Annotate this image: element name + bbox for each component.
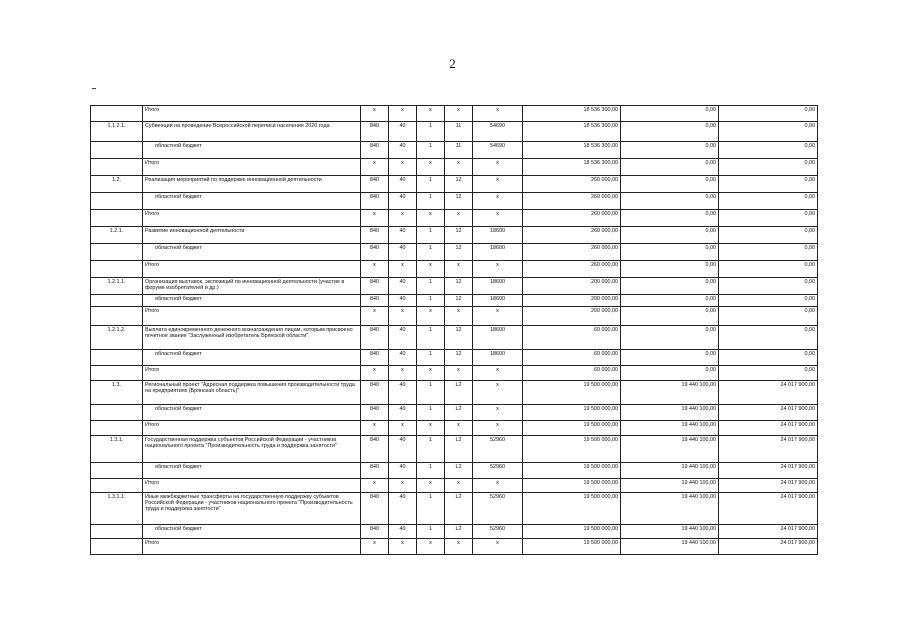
table-row [91, 295, 818, 307]
expense-type-code: x [473, 210, 523, 227]
amount-2022: 0,00 [719, 295, 818, 307]
row-name: областной бюджет [143, 142, 361, 159]
grbs-code: 840 [361, 278, 389, 295]
amount-2021: 0,00 [621, 210, 719, 227]
grbs-code: 840 [361, 227, 389, 244]
table-row [91, 278, 818, 295]
row-number: 1.2. [91, 176, 143, 193]
table-row [91, 436, 818, 463]
section-code: x [389, 479, 417, 493]
table-row [91, 493, 818, 525]
amount-2021: 0,00 [621, 227, 719, 244]
amount-2021: 0,00 [621, 106, 719, 122]
row-name: Организация выставок, экспозиций по инновационной деятельности (участие в форуме изобретателей и др.) [143, 278, 361, 295]
expense-type-code: x [473, 366, 523, 381]
amount-2020: 19 500 000,00 [523, 479, 621, 493]
table-row [91, 142, 818, 159]
table-row [91, 421, 818, 436]
subsection-code: 1 [417, 295, 445, 307]
row-number [91, 479, 143, 493]
section-code: 40 [389, 142, 417, 159]
row-number: 1.3. [91, 381, 143, 405]
grbs-code: x [361, 106, 389, 122]
amount-2021: 19 440 100,00 [621, 405, 719, 421]
program-code: 12 [445, 326, 473, 350]
program-code: x [445, 539, 473, 555]
subsection-code: 1 [417, 405, 445, 421]
section-code: 40 [389, 436, 417, 463]
grbs-code: x [361, 479, 389, 493]
program-code: L2 [445, 463, 473, 479]
amount-2020: 200 000,00 [523, 278, 621, 295]
amount-2022: 24 017 900,00 [719, 463, 818, 479]
row-name: областной бюджет [143, 295, 361, 307]
row-name: Итого [143, 106, 361, 122]
amount-2020: 260 000,00 [523, 193, 621, 210]
grbs-code: 840 [361, 122, 389, 142]
grbs-code: 840 [361, 405, 389, 421]
table-row [91, 122, 818, 142]
subsection-code: x [417, 106, 445, 122]
section-code: 40 [389, 381, 417, 405]
amount-2020: 260 000,00 [523, 210, 621, 227]
program-code: L2 [445, 493, 473, 525]
expense-type-code: x [473, 539, 523, 555]
amount-2022: 24 017 900,00 [719, 436, 818, 463]
section-code: x [389, 159, 417, 176]
expense-type-code: 18600 [473, 244, 523, 261]
row-number: 1.2.1.1. [91, 278, 143, 295]
row-number [91, 350, 143, 366]
subsection-code: x [417, 366, 445, 381]
amount-2021: 0,00 [621, 278, 719, 295]
amount-2020: 19 500 000,00 [523, 405, 621, 421]
amount-2022: 24 017 900,00 [719, 525, 818, 539]
row-name: Итого [143, 307, 361, 326]
subsection-code: 1 [417, 436, 445, 463]
table-row [91, 350, 818, 366]
grbs-code: x [361, 307, 389, 326]
amount-2021: 19 440 100,00 [621, 436, 719, 463]
page-number: 2 [449, 56, 456, 71]
row-number: 1.2.1. [91, 227, 143, 244]
amount-2022: 24 017 900,00 [719, 479, 818, 493]
table-row [91, 193, 818, 210]
amount-2022: 0,00 [719, 106, 818, 122]
grbs-code: x [361, 421, 389, 436]
section-code: 40 [389, 278, 417, 295]
program-code: L2 [445, 381, 473, 405]
table-row [91, 326, 818, 350]
section-code: 40 [389, 405, 417, 421]
grbs-code: 840 [361, 295, 389, 307]
amount-2021: 0,00 [621, 350, 719, 366]
row-number [91, 539, 143, 555]
expense-type-code: 18600 [473, 278, 523, 295]
amount-2020: 200 000,00 [523, 307, 621, 326]
program-code: 12 [445, 193, 473, 210]
amount-2021: 0,00 [621, 159, 719, 176]
amount-2021: 0,00 [621, 122, 719, 142]
subsection-code: 1 [417, 525, 445, 539]
table-row [91, 479, 818, 493]
expense-type-code: x [473, 421, 523, 436]
row-name: областной бюджет [143, 244, 361, 261]
row-name: Итого [143, 539, 361, 555]
subsection-code: 1 [417, 326, 445, 350]
subsection-code: x [417, 421, 445, 436]
subsection-code: 1 [417, 463, 445, 479]
subsection-code: x [417, 210, 445, 227]
amount-2022: 24 017 900,00 [719, 381, 818, 405]
section-code: 40 [389, 244, 417, 261]
amount-2021: 19 440 100,00 [621, 463, 719, 479]
expense-type-code: x [473, 159, 523, 176]
expense-type-code: 52960 [473, 493, 523, 525]
amount-2022: 0,00 [719, 176, 818, 193]
grbs-code: 840 [361, 142, 389, 159]
row-name: Итого [143, 479, 361, 493]
row-number [91, 421, 143, 436]
row-name: областной бюджет [143, 525, 361, 539]
table-row [91, 261, 818, 278]
row-name: Итого [143, 366, 361, 381]
amount-2021: 0,00 [621, 295, 719, 307]
subsection-code: 1 [417, 193, 445, 210]
row-number [91, 193, 143, 210]
row-number: 1.3.1.1. [91, 493, 143, 525]
table-row [91, 539, 818, 555]
grbs-code: 840 [361, 350, 389, 366]
subsection-code: 1 [417, 278, 445, 295]
grbs-code: x [361, 261, 389, 278]
program-code: 12 [445, 244, 473, 261]
row-number [91, 210, 143, 227]
table-row [91, 381, 818, 405]
program-code: L2 [445, 436, 473, 463]
row-name: Итого [143, 421, 361, 436]
table-row [91, 366, 818, 381]
program-code: x [445, 479, 473, 493]
section-code: x [389, 210, 417, 227]
expense-type-code: x [473, 405, 523, 421]
table-row [91, 210, 818, 227]
table-row [91, 405, 818, 421]
amount-2022: 0,00 [719, 122, 818, 142]
section-code: 40 [389, 227, 417, 244]
section-code: 40 [389, 525, 417, 539]
grbs-code: 840 [361, 463, 389, 479]
amount-2022: 0,00 [719, 193, 818, 210]
expense-type-code: x [473, 479, 523, 493]
row-name: Иные межбюджетные трансферты на государственную поддержку субъектов Российской Федерации - участников национального проекта "Производительность труда и поддержка занятости" [143, 493, 361, 525]
amount-2020: 19 500 000,00 [523, 493, 621, 525]
amount-2020: 19 500 000,00 [523, 525, 621, 539]
amount-2020: 60 000,00 [523, 366, 621, 381]
program-code: 12 [445, 350, 473, 366]
amount-2020: 19 500 000,00 [523, 421, 621, 436]
amount-2021: 19 440 100,00 [621, 381, 719, 405]
row-name: Итого [143, 210, 361, 227]
amount-2020: 19 500 000,00 [523, 539, 621, 555]
expense-type-code: 54690 [473, 122, 523, 142]
expense-type-code: 52960 [473, 436, 523, 463]
expense-type-code: x [473, 261, 523, 278]
section-code: 40 [389, 463, 417, 479]
subsection-code: 1 [417, 381, 445, 405]
subsection-code: 1 [417, 244, 445, 261]
section-code: 40 [389, 350, 417, 366]
amount-2020: 18 536 300,00 [523, 159, 621, 176]
table-row [91, 463, 818, 479]
program-code: 11 [445, 142, 473, 159]
expense-type-code: 18600 [473, 227, 523, 244]
subsection-code: x [417, 539, 445, 555]
grbs-code: x [361, 210, 389, 227]
amount-2020: 260 000,00 [523, 176, 621, 193]
row-number: 1.3.1. [91, 436, 143, 463]
subsection-code: x [417, 261, 445, 278]
section-code: 40 [389, 122, 417, 142]
row-number: 1.1.2.1. [91, 122, 143, 142]
section-code: 40 [389, 326, 417, 350]
expense-type-code: 18600 [473, 295, 523, 307]
row-name: областной бюджет [143, 350, 361, 366]
amount-2022: 0,00 [719, 307, 818, 326]
row-number [91, 106, 143, 122]
subsection-code: 1 [417, 142, 445, 159]
row-number: 1.2.1.2. [91, 326, 143, 350]
grbs-code: 840 [361, 436, 389, 463]
table-row [91, 227, 818, 244]
table-row [91, 176, 818, 193]
row-number [91, 261, 143, 278]
program-code: 12 [445, 278, 473, 295]
amount-2020: 19 500 000,00 [523, 463, 621, 479]
row-number [91, 463, 143, 479]
amount-2021: 19 440 100,00 [621, 525, 719, 539]
amount-2021: 0,00 [621, 142, 719, 159]
amount-2021: 19 440 100,00 [621, 479, 719, 493]
program-code: L2 [445, 525, 473, 539]
grbs-code: 840 [361, 381, 389, 405]
subsection-code: x [417, 159, 445, 176]
program-code: x [445, 106, 473, 122]
amount-2021: 0,00 [621, 366, 719, 381]
expense-type-code: 52960 [473, 463, 523, 479]
amount-2020: 260 000,00 [523, 227, 621, 244]
amount-2022: 0,00 [719, 244, 818, 261]
row-name: Итого [143, 261, 361, 278]
program-code: 12 [445, 227, 473, 244]
amount-2020: 60 000,00 [523, 326, 621, 350]
section-code: 40 [389, 295, 417, 307]
section-code: x [389, 421, 417, 436]
grbs-code: x [361, 159, 389, 176]
amount-2020: 260 000,00 [523, 261, 621, 278]
amount-2022: 0,00 [719, 278, 818, 295]
amount-2022: 0,00 [719, 326, 818, 350]
amount-2020: 19 500 000,00 [523, 436, 621, 463]
row-number [91, 405, 143, 421]
expense-type-code: x [473, 307, 523, 326]
section-code: x [389, 307, 417, 326]
grbs-code: 840 [361, 176, 389, 193]
grbs-code: x [361, 366, 389, 381]
amount-2021: 0,00 [621, 307, 719, 326]
row-name: Субвенции на проведение Всероссийской переписи населения 2020 года [143, 122, 361, 142]
section-code: 40 [389, 493, 417, 525]
program-code: L2 [445, 405, 473, 421]
amount-2022: 0,00 [719, 366, 818, 381]
row-name: областной бюджет [143, 405, 361, 421]
amount-2021: 0,00 [621, 244, 719, 261]
amount-2022: 24 017 900,00 [719, 493, 818, 525]
expense-type-code: 54690 [473, 142, 523, 159]
row-name: Реализация мероприятий по поддержке инновационной деятельности [143, 176, 361, 193]
subsection-code: 1 [417, 493, 445, 525]
subsection-code: x [417, 307, 445, 326]
amount-2020: 18 536 300,00 [523, 142, 621, 159]
amount-2021: 0,00 [621, 193, 719, 210]
amount-2022: 0,00 [719, 227, 818, 244]
scan-artifact-line [92, 88, 96, 89]
amount-2020: 19 500 000,00 [523, 381, 621, 405]
expense-type-code: x [473, 193, 523, 210]
row-number [91, 159, 143, 176]
grbs-code: 840 [361, 244, 389, 261]
amount-2021: 0,00 [621, 326, 719, 350]
table-row [91, 106, 818, 122]
expense-type-code: 18600 [473, 326, 523, 350]
expense-type-code: x [473, 381, 523, 405]
program-code: x [445, 421, 473, 436]
amount-2020: 200 000,00 [523, 295, 621, 307]
amount-2022: 0,00 [719, 350, 818, 366]
amount-2021: 0,00 [621, 176, 719, 193]
grbs-code: x [361, 539, 389, 555]
grbs-code: 840 [361, 493, 389, 525]
amount-2021: 0,00 [621, 261, 719, 278]
grbs-code: 840 [361, 326, 389, 350]
subsection-code: 1 [417, 227, 445, 244]
row-number [91, 244, 143, 261]
row-name: областной бюджет [143, 463, 361, 479]
row-number [91, 307, 143, 326]
amount-2020: 18 536 300,00 [523, 122, 621, 142]
section-code: x [389, 106, 417, 122]
row-name: Развитие инновационной деятельности [143, 227, 361, 244]
program-code: x [445, 366, 473, 381]
table-row [91, 244, 818, 261]
amount-2022: 24 017 900,00 [719, 405, 818, 421]
amount-2022: 0,00 [719, 210, 818, 227]
program-code: 12 [445, 295, 473, 307]
amount-2021: 19 440 100,00 [621, 421, 719, 436]
amount-2020: 260 000,00 [523, 244, 621, 261]
section-code: x [389, 366, 417, 381]
expense-type-code: x [473, 106, 523, 122]
program-code: 11 [445, 122, 473, 142]
amount-2022: 0,00 [719, 159, 818, 176]
amount-2021: 19 440 100,00 [621, 539, 719, 555]
section-code: 40 [389, 176, 417, 193]
expense-type-code: x [473, 176, 523, 193]
table-row [91, 159, 818, 176]
row-number [91, 366, 143, 381]
amount-2022: 24 017 900,00 [719, 539, 818, 555]
section-code: 40 [389, 193, 417, 210]
row-number [91, 142, 143, 159]
amount-2021: 19 440 100,00 [621, 493, 719, 525]
budget-table-body [91, 106, 818, 555]
row-name: Итого [143, 159, 361, 176]
program-code: x [445, 261, 473, 278]
amount-2022: 24 017 900,00 [719, 421, 818, 436]
program-code: x [445, 210, 473, 227]
table-row [91, 307, 818, 326]
row-name: Государственная поддержка субъектов Российской Федерации - участников национального проекта "Производительность труда и поддержка занятости" [143, 436, 361, 463]
row-name: Региональный проект "Адресная поддержка повышения производительности труда на предприятиях (Брянская область)" [143, 381, 361, 405]
subsection-code: x [417, 479, 445, 493]
table-row [91, 525, 818, 539]
program-code: 12 [445, 176, 473, 193]
program-code: x [445, 307, 473, 326]
grbs-code: 840 [361, 193, 389, 210]
section-code: x [389, 539, 417, 555]
row-number [91, 525, 143, 539]
subsection-code: 1 [417, 176, 445, 193]
row-name: Выплата единовременного денежного вознаграждения лицам, которым присвоено почетное звание "Заслуженный изобретатель Брянской области" [143, 326, 361, 350]
grbs-code: 840 [361, 525, 389, 539]
row-name: областной бюджет [143, 193, 361, 210]
expense-type-code: 52960 [473, 525, 523, 539]
program-code: x [445, 159, 473, 176]
subsection-code: 1 [417, 350, 445, 366]
amount-2020: 60 000,00 [523, 350, 621, 366]
section-code: x [389, 261, 417, 278]
budget-table [90, 105, 818, 555]
amount-2022: 0,00 [719, 261, 818, 278]
expense-type-code: 18600 [473, 350, 523, 366]
amount-2022: 0,00 [719, 142, 818, 159]
amount-2020: 18 536 300,00 [523, 106, 621, 122]
subsection-code: 1 [417, 122, 445, 142]
row-number [91, 295, 143, 307]
